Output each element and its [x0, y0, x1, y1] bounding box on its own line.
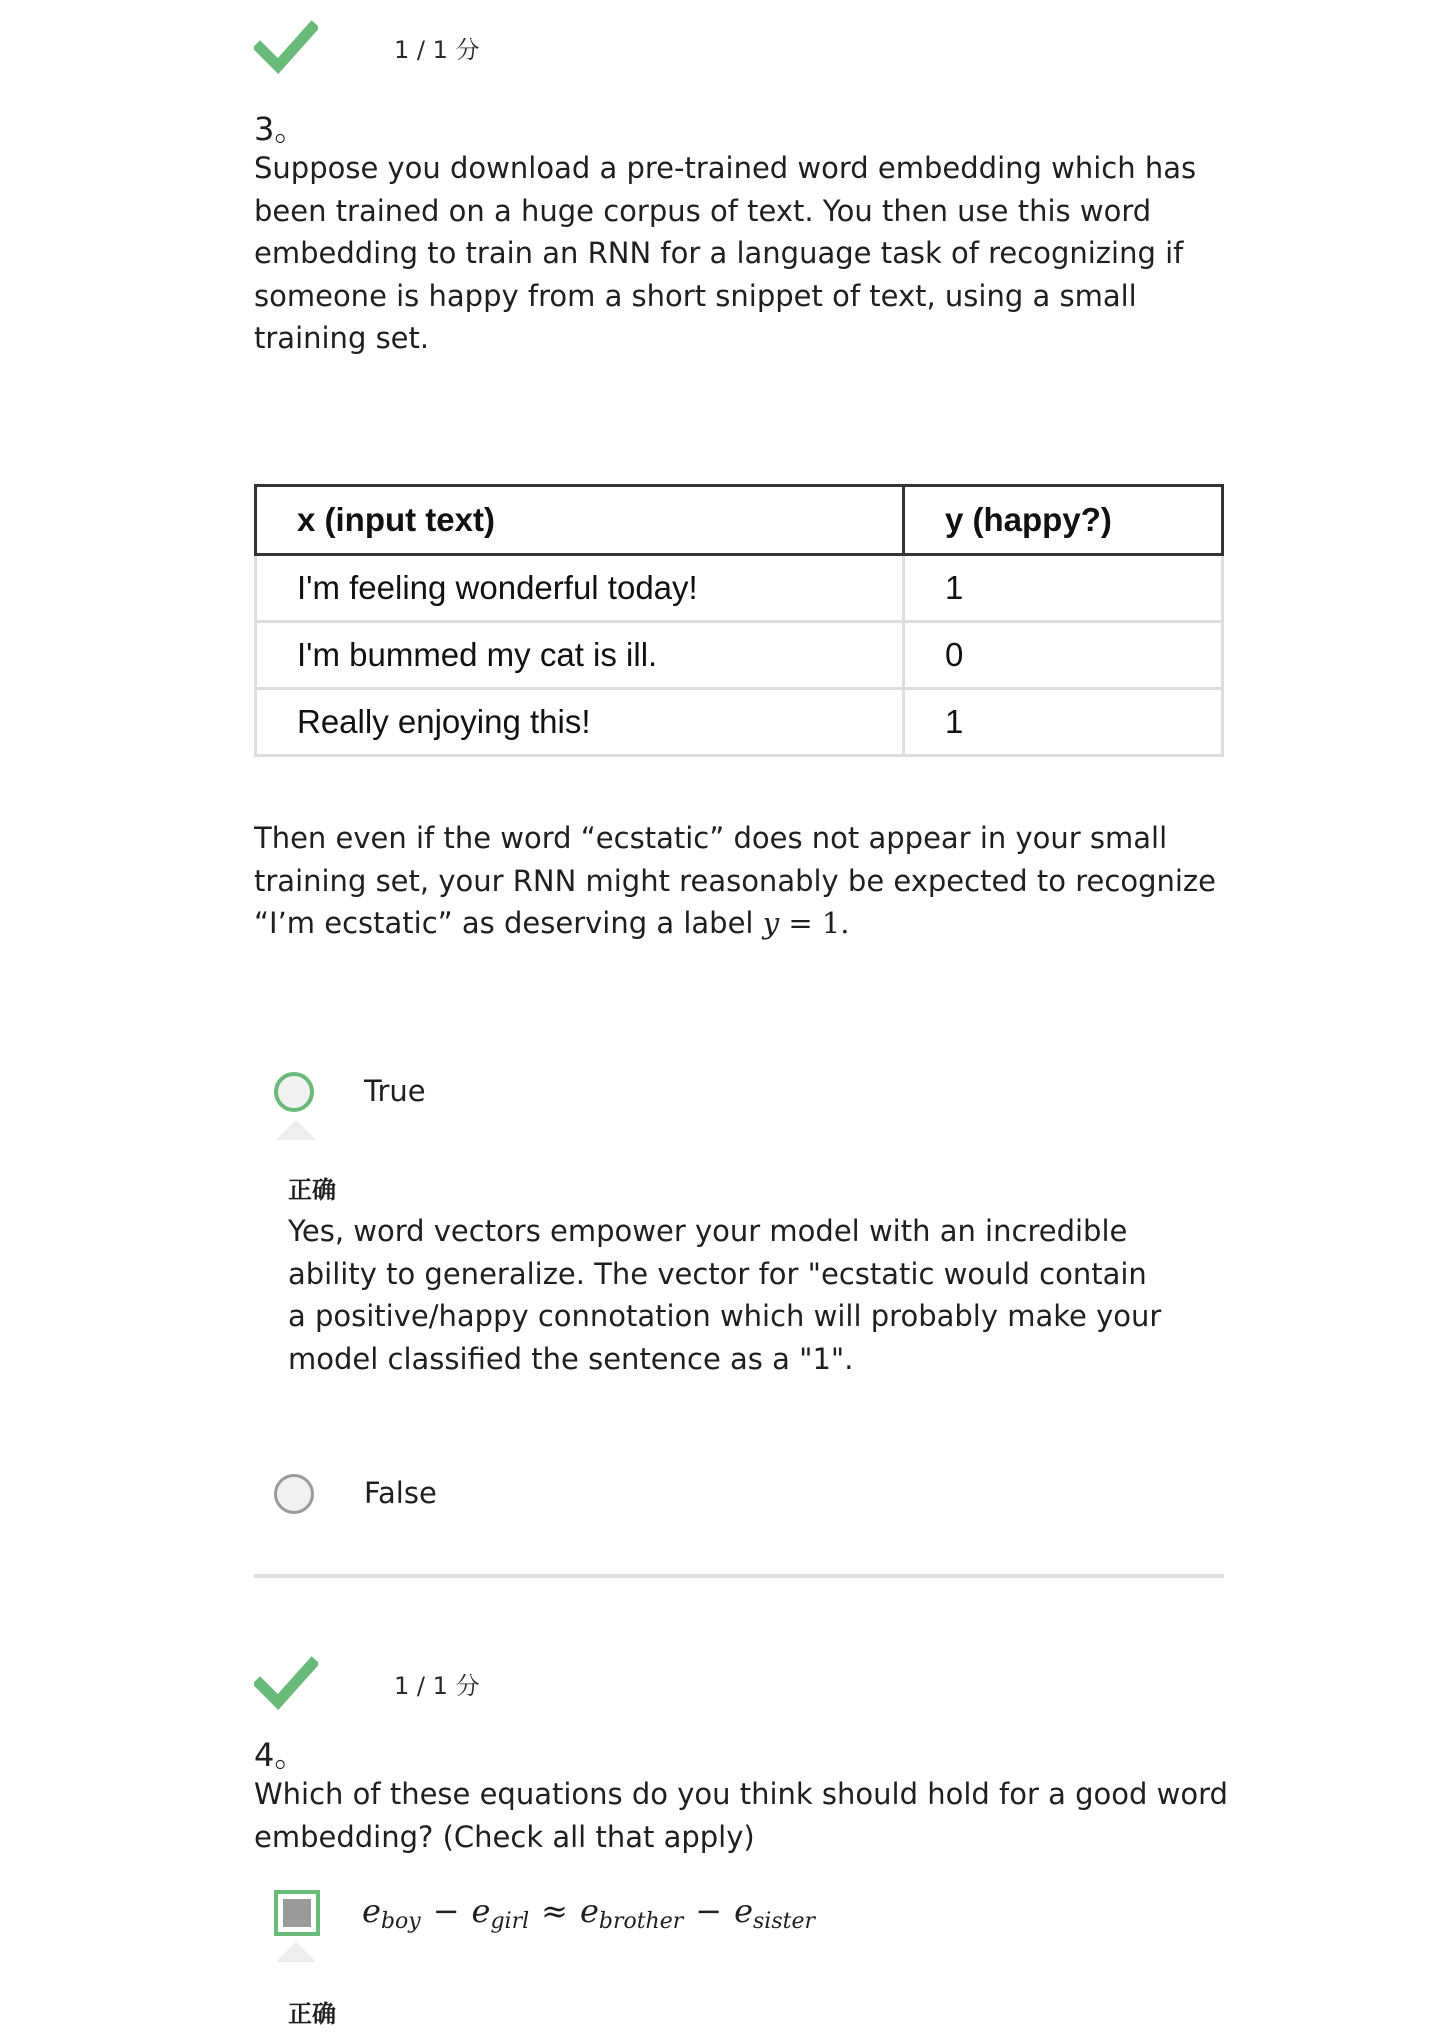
feedback-pointer — [276, 1120, 316, 1140]
q4-prompt: Which of these equations do you think should hold for a good word embedding? (Check all that apply) — [254, 1777, 1228, 1854]
table-cell-y: 0 — [904, 622, 1223, 689]
q3-score-row — [254, 20, 654, 76]
checkmark-icon — [254, 20, 318, 76]
table-header-row — [256, 486, 1223, 555]
table-header-x: x (input text) — [256, 486, 904, 555]
q4-number: 4。 — [254, 1736, 307, 1774]
table-header-y: y (happy?) — [904, 486, 1223, 555]
q4-score: 1 / 1 分 — [394, 1672, 480, 1700]
q3-followup-text: Then even if the word “ecstatic” does not appear in your small training set, your RNN might reasonably be expected to recognize “I’m ecstatic” as deserving a label — [254, 821, 1216, 940]
q3-data-table — [254, 484, 1224, 757]
option-true[interactable] — [274, 1072, 974, 1122]
option-false[interactable] — [274, 1474, 974, 1524]
option-false-label: False — [364, 1476, 437, 1510]
table-cell-y: 1 — [904, 555, 1223, 622]
radio-true[interactable] — [274, 1072, 314, 1112]
question-divider — [254, 1574, 1224, 1578]
table-cell-x: I'm feeling wonderful today! — [256, 555, 904, 622]
q3-followup — [254, 817, 1234, 945]
option1-equation: $e_{boy} - e_{girl} \approx e_{brother} - e_{sister}$ — [362, 1892, 816, 1934]
q4-score-row — [254, 1656, 654, 1712]
option1-checkbox[interactable] — [274, 1890, 320, 1936]
table-row — [256, 689, 1223, 756]
table-cell-x: I'm bummed my cat is ill. — [256, 622, 904, 689]
q3-feedback-text: Yes, word vectors empower your model with an incredible ability to generalize. The vector for "ecstatic would contain a positive/happy connotation which will probably make your model classified the sentence as a "1". — [288, 1214, 1162, 1376]
q3-score: 1 / 1 分 — [394, 36, 480, 64]
q3-feedback-title: 正确 — [288, 1176, 336, 1204]
q3-number: 3。 — [254, 110, 307, 148]
radio-false[interactable] — [274, 1474, 314, 1514]
table-row — [256, 622, 1223, 689]
table-cell-y: 1 — [904, 689, 1223, 756]
checkmark-icon — [254, 1656, 318, 1712]
table-cell-x: Really enjoying this! — [256, 689, 904, 756]
feedback-pointer — [276, 1942, 316, 1962]
q3-prompt: Suppose you download a pre-trained word embedding which has been trained on a huge corpus of text. You then use this word embedding to train an RNN for a language task of recognizing if someone is happy from a short snippet of text, using a small training set. — [254, 151, 1197, 355]
option-true-label: True — [364, 1074, 426, 1108]
table-row — [256, 555, 1223, 622]
checkbox-fill — [283, 1899, 311, 1927]
q4-feedback-title: 正确 — [288, 2000, 336, 2028]
label-math: y = 1. — [762, 906, 850, 940]
